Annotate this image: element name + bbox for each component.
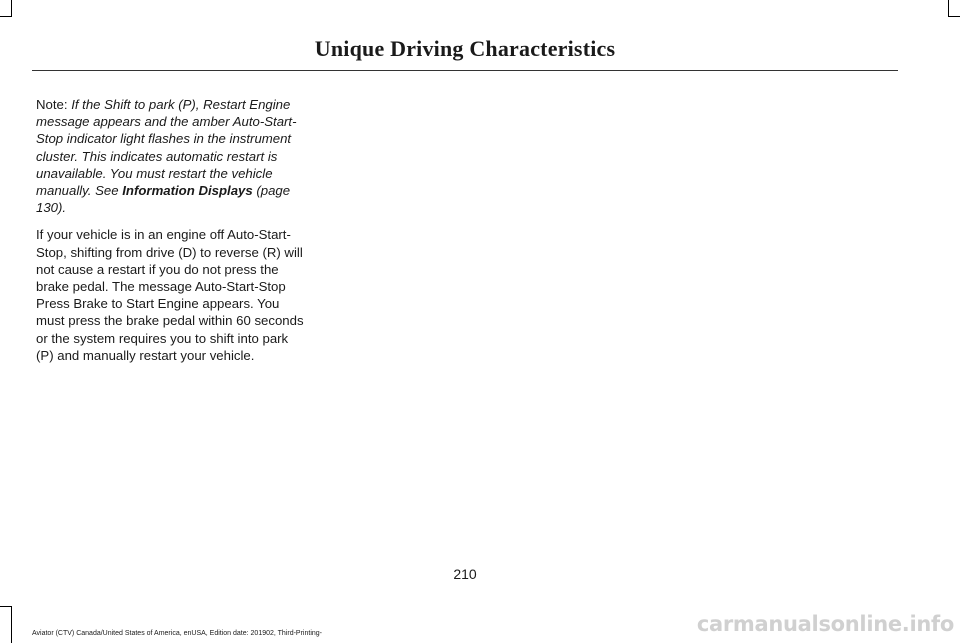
- header-rule: [32, 70, 898, 71]
- crop-mark-top-right-horizontal: [948, 16, 960, 17]
- crop-mark-bottom-left-horizontal: [0, 606, 12, 607]
- crop-mark-top-left-vertical: [11, 0, 12, 16]
- note-paragraph: [36, 96, 308, 216]
- crop-mark-bottom-left-vertical: [11, 606, 12, 643]
- body-paragraph: If your vehicle is in an engine off Auto-Start-Stop, shifting from drive (D) to reverse (R) will not cause a restart if you do not press the brake pedal. The message Auto-Start-Stop Press Brake to Start Engine appears. You must press the brake pedal within 60 seconds or the system requires you to shift into park (P) and manually restart your vehicle.: [36, 227, 304, 363]
- crop-mark-top-right-vertical: [948, 0, 949, 16]
- edition-footer: Aviator (CTV) Canada/United States of America, enUSA, Edition date: 201902, Third-Printing-: [32, 630, 323, 637]
- page-number: 210: [453, 566, 477, 582]
- page-reference: (page 130).: [36, 183, 291, 216]
- content-column: [36, 96, 308, 364]
- note-text: If the Shift to park (P), Restart Engine message appears and the amber Auto-Start-Stop indicator light flashes in the instrument cluster. This indicates automatic restart is unavailable. You must restart the vehicle manually. See: [36, 97, 297, 199]
- watermark: carmanualsonline.info: [696, 612, 954, 636]
- crop-mark-top-left-horizontal: [0, 16, 12, 17]
- note-label: Note:: [36, 97, 68, 112]
- cross-reference-link[interactable]: Information Displays: [122, 183, 253, 199]
- page-title: Unique Driving Characteristics: [314, 36, 616, 61]
